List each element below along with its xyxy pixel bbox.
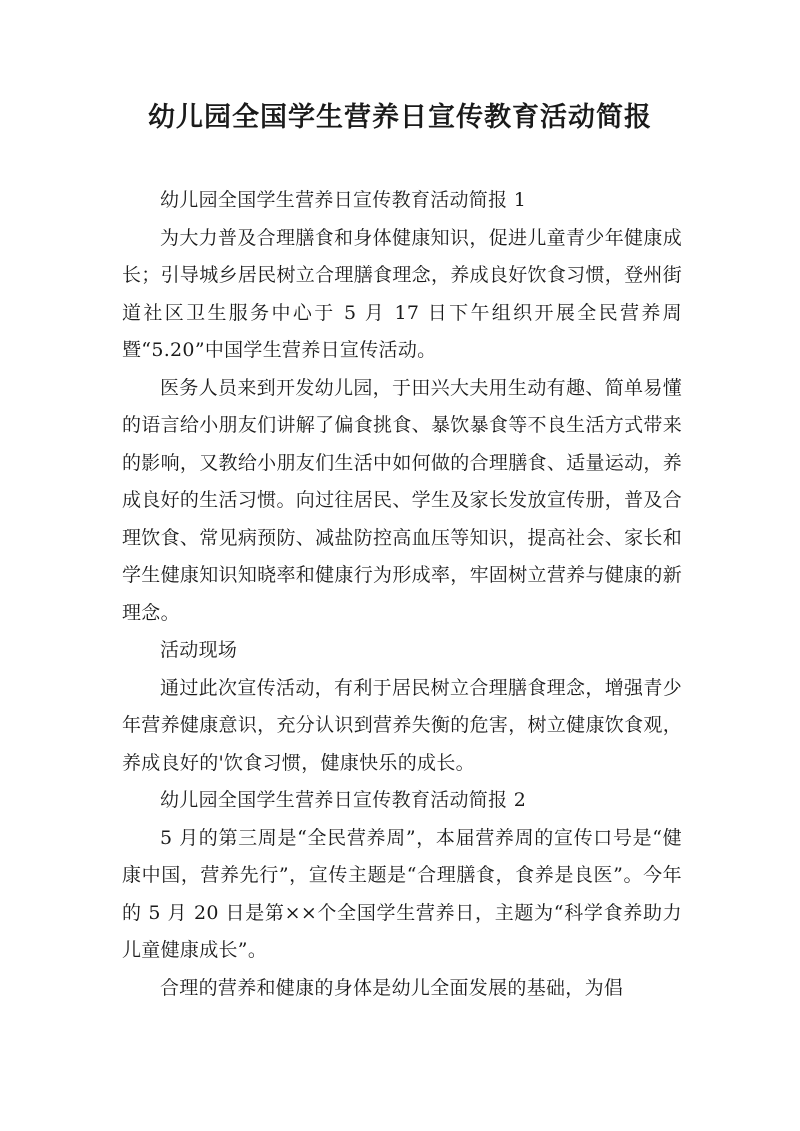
section-heading-2: 幼儿园全国学生营养日宣传教育活动简报 2 bbox=[160, 789, 527, 811]
document-title: 幼儿园全国学生营养日宣传教育活动简报 bbox=[148, 102, 652, 133]
document-body bbox=[122, 182, 682, 1007]
section-heading-1: 幼儿园全国学生营养日宣传教育活动简报 1 bbox=[160, 189, 527, 211]
paragraph: 合理的营养和健康的身体是幼儿全面发展的基础，为倡 bbox=[160, 976, 624, 999]
caption-activity-scene: 活动现场 bbox=[160, 639, 238, 661]
paragraph: 为大力普及合理膳食和身体健康知识，促进儿童青少年健康成长；引导城乡居民树立合理膳食理念，养成良好饮食习惯，登州街道社区卫生服务中心于 5 月 17 日下午组织开展全民营养周暨“5.20”中国学生营养日宣传活动。 bbox=[122, 226, 682, 361]
paragraph: 5 月的第三周是“全民营养周”，本届营养周的宣传口号是“健康中国，营养先行”，宣传主题是“合理膳食，食养是良医”。今年的 5 月 20 日是第××个全国学生营养日，主题为“科学食养助力儿童健康成长”。 bbox=[122, 826, 682, 961]
paragraph: 医务人员来到开发幼儿园，于田兴大夫用生动有趣、简单易懂的语言给小朋友们讲解了偏食挑食、暴饮暴食等不良生活方式带来的影响，又教给小朋友们生活中如何做的合理膳食、适量运动，养成良好的生活习惯。向过往居民、学生及家长发放宣传册，普及合理饮食、常见病预防、减盐防控高血压等知识，提高社会、家长和学生健康知识知晓率和健康行为形成率，牢固树立营养与健康的新理念。 bbox=[122, 376, 682, 624]
paragraph: 通过此次宣传活动，有利于居民树立合理膳食理念，增强青少年营养健康意识，充分认识到营养失衡的危害，树立健康饮食观，养成良好的'饮食习惯，健康快乐的成长。 bbox=[122, 676, 682, 774]
